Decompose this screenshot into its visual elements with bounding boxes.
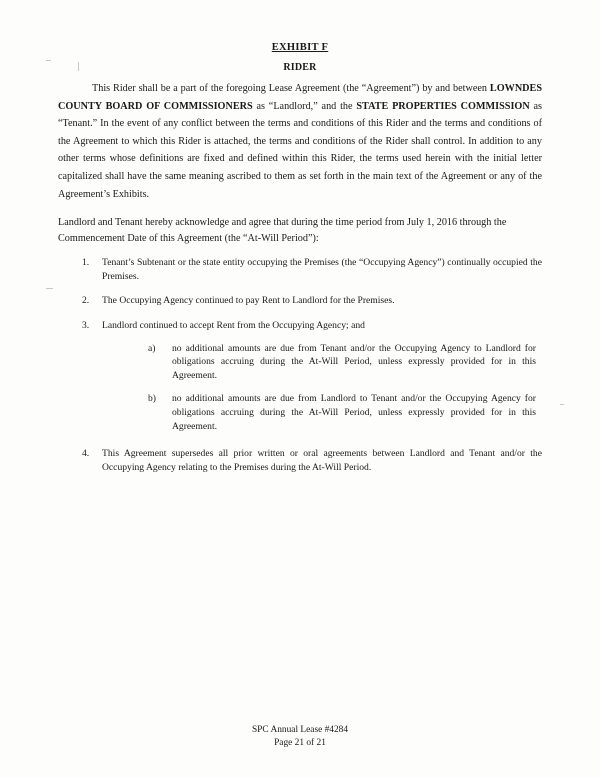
sub-list-wrapper — [102, 342, 542, 434]
page-footer — [0, 724, 600, 750]
paragraph-spacer — [58, 203, 542, 215]
list-item — [58, 319, 542, 433]
list-marker: 2. — [82, 295, 90, 307]
scan-artifact — [46, 60, 51, 61]
list-item-text: This Agreement supersedes all prior written or oral agreements between Landlord and Tenant and/or the Occupying Agency relating to the Premises during the At-Will Period. — [102, 448, 542, 473]
list-item-text: no additional amounts are due from Landlord to Tenant and/or the Occupying Agency for obligations accruing during the At-Will Period, unless expressly provided for in this Agreement. — [172, 393, 536, 432]
rider-heading: RIDER — [283, 62, 317, 73]
acknowledgement-paragraph: Landlord and Tenant hereby acknowledge and agree that during the time period from July 1, 2016 through the Commencement Date of this Agreement (the “At-Will Period”): — [58, 217, 507, 244]
list-item — [128, 392, 536, 433]
list-item-text: Landlord continued to accept Rent from the Occupying Agency; and — [102, 319, 365, 331]
list-item — [58, 447, 542, 474]
list-item — [58, 256, 542, 283]
list-item-text: Tenant’s Subtenant or the state entity occupying the Premises (the “Occupying Agency”) continually occupied the Premises. — [102, 257, 542, 282]
scan-artifact — [46, 288, 53, 289]
list-item-text: no additional amounts are due from Tenant and/or the Occupying Agency to Landlord for obligations accruing during the At-Will Period, unless expressly provided for in this Agreement. — [172, 342, 536, 381]
numbered-list — [58, 256, 542, 474]
lettered-list — [128, 342, 536, 434]
footer-page-number: Page 21 of 21 — [274, 738, 326, 748]
list-item — [58, 294, 542, 308]
list-marker: 4. — [82, 448, 90, 460]
scan-artifact — [78, 62, 79, 71]
exhibit-title: EXHIBIT F — [271, 42, 329, 53]
footer-lease-id: SPC Annual Lease #4284 — [251, 725, 349, 735]
list-item-text: The Occupying Agency continued to pay Rent to Landlord for the Premises. — [102, 295, 395, 307]
scan-artifact — [560, 404, 564, 405]
list-marker: 3. — [82, 319, 90, 331]
intro-paragraph: This Rider shall be a part of the foregoing Lease Agreement (the “Agreement”) by and between LOWNDES COUNTY BOARD OF COMMISSIONERS as “Landlord,” and the STATE PROPERTIES COMMISSION as “Tenant.” In the event of any conflict between the terms and conditions of this Rider and the terms and conditions of the Agreement to which this Rider is attached, the terms and conditions of the Rider shall control. In addition to any other terms whose definitions are fixed and defined within this Rider, the terms used herein with the initial letter capitalized shall have the same meaning ascribed to them as set forth in the main text of the Agreement or any of the Agreement’s Exhibits. — [58, 83, 542, 200]
list-marker: 1. — [82, 257, 90, 269]
list-item — [128, 342, 536, 383]
list-marker: a) — [148, 342, 156, 354]
list-marker: b) — [148, 393, 156, 405]
